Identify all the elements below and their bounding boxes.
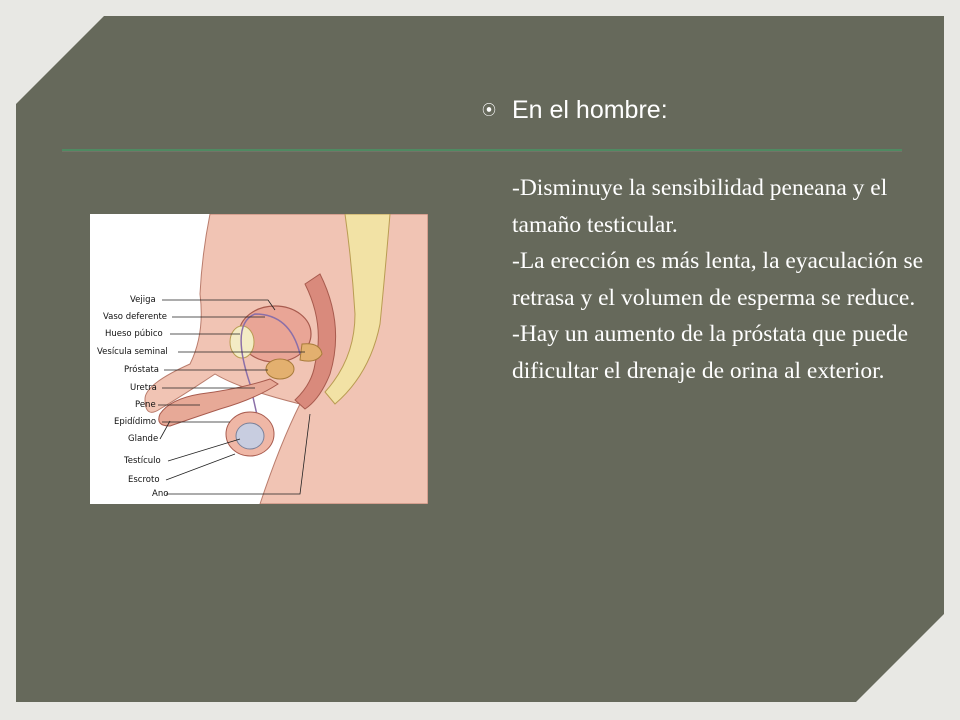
paragraph-sensitivity: -Disminuye la sensibilidad peneana y el tamaño testicular.	[512, 175, 888, 238]
slide-heading	[482, 96, 668, 125]
label-testiculo: Testículo	[124, 456, 161, 466]
paragraph-prostate: -Hay un aumento de la próstata que puede dificultar el drenaje de orina al exterior.	[512, 321, 909, 384]
label-glande: Glande	[128, 434, 159, 444]
label-ano: Ano	[152, 489, 169, 499]
heading-text: En el hombre:	[512, 96, 668, 124]
title-divider	[62, 149, 902, 151]
label-prostata: Próstata	[124, 365, 159, 375]
label-escroto: Escroto	[128, 475, 160, 485]
label-pene: Pene	[135, 400, 156, 410]
slide-body	[512, 170, 932, 389]
prostate	[266, 359, 294, 379]
label-vaso-deferente: Vaso deferente	[103, 312, 168, 322]
anatomy-drawing	[90, 214, 428, 504]
testicle	[236, 423, 264, 449]
label-epididimo: Epidídimo	[114, 417, 157, 427]
paragraph-erection: -La erección es más lenta, la eyaculación se retrasa y el volumen de esperma se reduce.	[512, 248, 924, 311]
anatomy-illustration	[90, 214, 428, 504]
label-vesicula-seminal: Vesícula seminal	[97, 347, 168, 357]
circle-dot-bullet-icon: ⦿	[482, 102, 496, 118]
label-uretra: Uretra	[130, 383, 157, 393]
label-vejiga: Vejiga	[130, 295, 156, 305]
label-hueso-pubico: Hueso púbico	[105, 329, 163, 339]
